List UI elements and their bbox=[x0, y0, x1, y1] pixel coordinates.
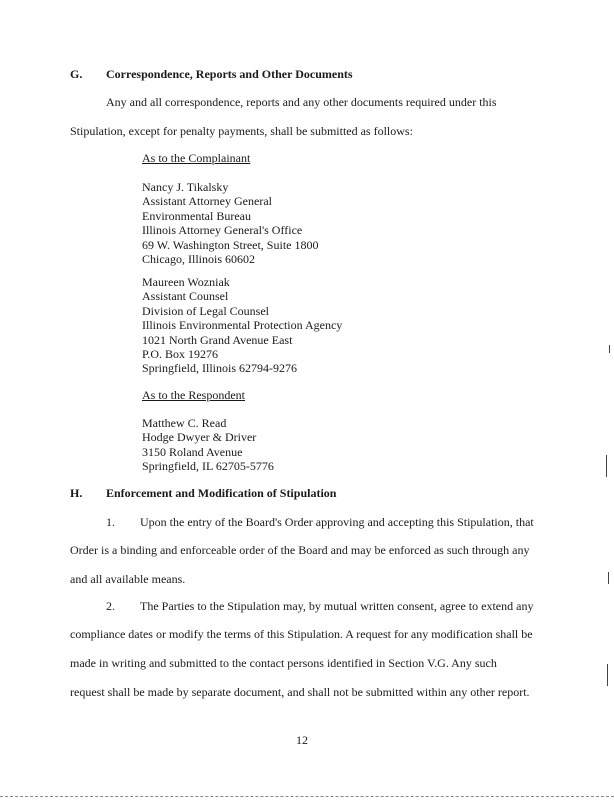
complainant-contact-epa bbox=[142, 275, 342, 376]
address-line: Nancy J. Tikalsky bbox=[142, 180, 229, 194]
respondent-contact bbox=[142, 416, 274, 474]
item1-line2: Order is a binding and enforceable order of the Board and may be enforced as such through any bbox=[70, 543, 530, 557]
complainant-contact-attorney-general bbox=[142, 180, 318, 266]
address-line: Assistant Counsel bbox=[142, 289, 229, 304]
item2-line3: made in writing and submitted to the contact persons identified in Section V.G. Any such bbox=[70, 656, 497, 670]
scan-mark bbox=[606, 455, 607, 477]
address-line: Maureen Wozniak bbox=[142, 275, 230, 289]
address-line: Chicago, Illinois 60602 bbox=[142, 251, 255, 266]
address-line: Matthew C. Read bbox=[142, 416, 227, 430]
address-line: 69 W. Washington Street, Suite 1800 bbox=[142, 237, 319, 252]
address-line: Assistant Attorney General bbox=[142, 194, 272, 209]
item2-line1: The Parties to the Stipulation may, by mutual written consent, agree to extend any bbox=[140, 599, 534, 613]
section-g-paragraph-line1: Any and all correspondence, reports and any other documents required under this bbox=[106, 95, 497, 109]
section-h-number: H. bbox=[70, 486, 83, 500]
scan-mark bbox=[608, 572, 609, 584]
address-line: Environmental Bureau bbox=[142, 208, 251, 223]
item1-number: 1. bbox=[106, 515, 115, 529]
address-line: 1021 North Grand Avenue East bbox=[142, 332, 293, 347]
scan-mark bbox=[609, 345, 610, 353]
section-h-heading: Enforcement and Modification of Stipulation bbox=[106, 486, 337, 500]
page-number: 12 bbox=[296, 733, 308, 747]
address-line: P.O. Box 19276 bbox=[142, 346, 219, 361]
item2-line4: request shall be made by separate document, and shall not be submitted within any other report. bbox=[70, 685, 530, 699]
address-line: 3150 Roland Avenue bbox=[142, 444, 243, 459]
respondent-label: As to the Respondent bbox=[142, 388, 245, 402]
address-line: Illinois Attorney General's Office bbox=[142, 223, 303, 238]
address-line: Springfield, Illinois 62794-9276 bbox=[142, 361, 297, 376]
section-g-paragraph-line2: Stipulation, except for penalty payments, shall be submitted as follows: bbox=[70, 124, 413, 138]
address-line: Springfield, IL 62705-5776 bbox=[142, 459, 274, 474]
item2-line2: compliance dates or modify the terms of this Stipulation. A request for any modification shall be bbox=[70, 627, 533, 641]
address-line: Hodge Dwyer & Driver bbox=[142, 430, 257, 445]
section-g-heading: Correspondence, Reports and Other Documents bbox=[106, 67, 353, 81]
scan-mark bbox=[607, 664, 608, 686]
scan-bottom-line bbox=[0, 796, 614, 797]
address-line: Division of Legal Counsel bbox=[142, 303, 269, 318]
complainant-label: As to the Complainant bbox=[142, 151, 251, 165]
address-line: Illinois Environmental Protection Agency bbox=[142, 318, 343, 333]
section-g-number: G. bbox=[70, 67, 83, 81]
item1-line3: and all available means. bbox=[70, 572, 186, 586]
item1-line1: Upon the entry of the Board's Order approving and accepting this Stipulation, that bbox=[140, 515, 534, 529]
item2-number: 2. bbox=[106, 599, 115, 613]
